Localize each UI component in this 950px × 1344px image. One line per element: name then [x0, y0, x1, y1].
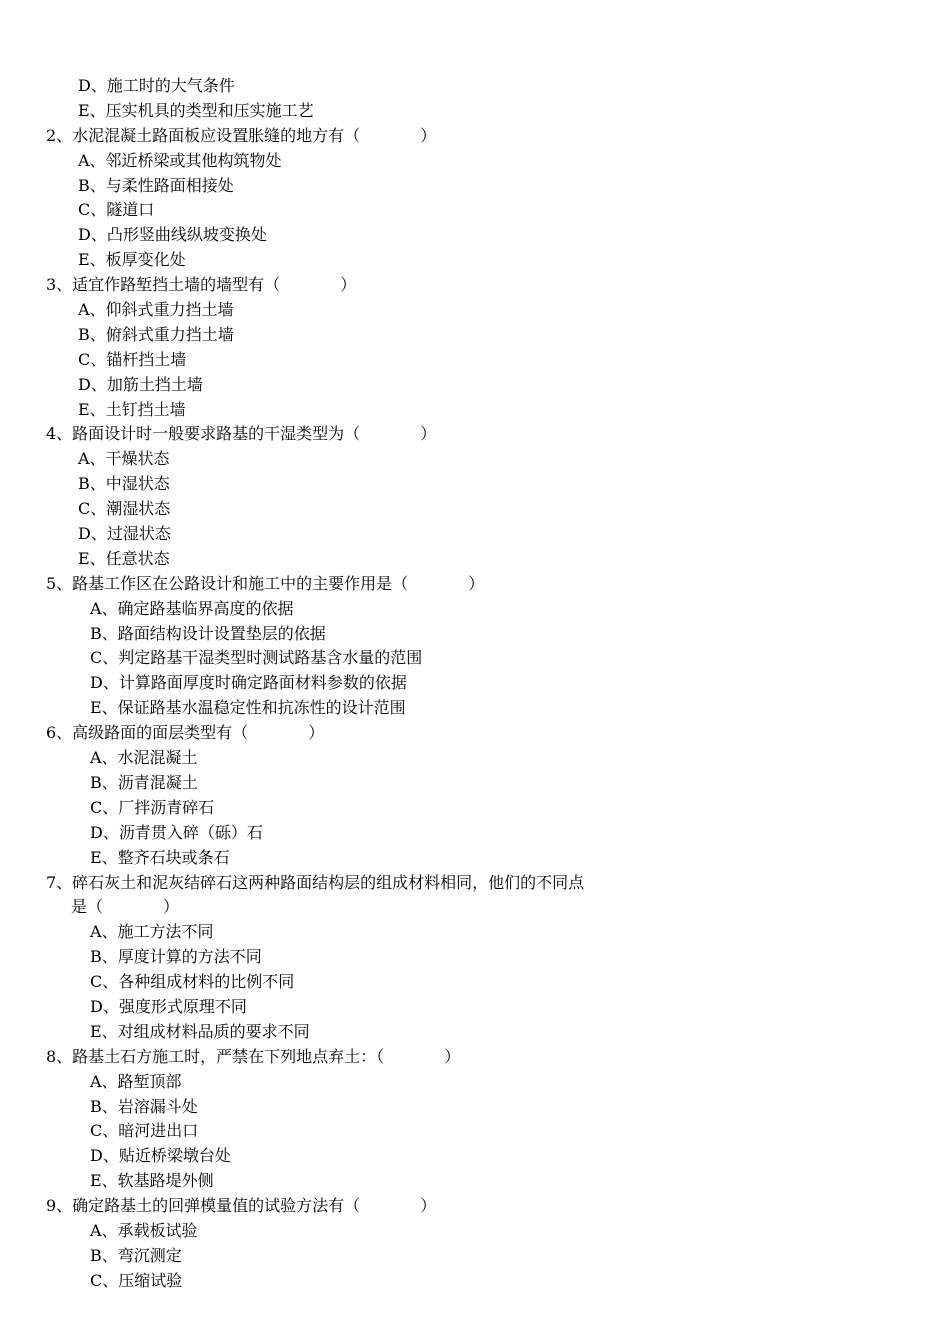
option-line: E、软基路堤外侧 — [90, 1171, 214, 1191]
option-line: D、施工时的大气条件 — [78, 76, 235, 95]
question-line: 2、水泥混凝土路面板应设置胀缝的地方有（ ） — [46, 125, 437, 145]
option-line: B、厚度计算的方法不同 — [90, 947, 262, 967]
option-line: E、整齐石块或条石 — [90, 847, 230, 867]
option-line: E、板厚变化处 — [78, 250, 186, 270]
option-line: A、水泥混凝土 — [90, 748, 198, 768]
option-line: C、判定路基干湿类型时测试路基含水量的范围 — [90, 648, 423, 668]
option-line: B、与柔性路面相接处 — [78, 175, 234, 195]
option-line: C、厂拌沥青碎石 — [90, 797, 215, 817]
option-line: A、施工方法不同 — [90, 922, 214, 942]
option-line: B、岩溶漏斗处 — [90, 1096, 198, 1116]
option-line: C、暗河进出口 — [90, 1121, 199, 1141]
option-line: D、计算路面厚度时确定路面材料参数的依据 — [90, 673, 407, 693]
option-line: D、过湿状态 — [78, 524, 171, 544]
option-line: A、干燥状态 — [78, 449, 170, 469]
option-line: D、凸形竖曲线纵坡变换处 — [78, 225, 267, 245]
option-line: E、保证路基水温稳定性和抗冻性的设计范围 — [90, 698, 406, 718]
question-line: 4、路面设计时一般要求路基的干湿类型为（ ） — [46, 424, 437, 444]
option-line: C、隧道口 — [78, 200, 155, 220]
option-line: D、贴近桥梁墩台处 — [90, 1146, 231, 1166]
option-line: B、弯沉测定 — [90, 1245, 182, 1265]
option-line: C、潮湿状态 — [78, 499, 171, 519]
option-line: B、俯斜式重力挡土墙 — [78, 324, 234, 344]
question-line: 6、高级路面的面层类型有（ ） — [46, 723, 325, 743]
option-line: C、各种组成材料的比例不同 — [90, 972, 295, 992]
question-line: 9、确定路基土的回弹模量值的试验方法有（ ） — [46, 1196, 437, 1216]
question-line-continued: 是（ ） — [71, 897, 180, 917]
option-line: A、邻近桥梁或其他构筑物处 — [78, 150, 282, 170]
option-line: C、锚杆挡土墙 — [78, 349, 187, 369]
option-line: D、沥青贯入碎（砾）石 — [90, 822, 263, 842]
option-line: E、土钉挡土墙 — [78, 399, 186, 419]
question-line: 5、路基工作区在公路设计和施工中的主要作用是（ ） — [46, 573, 485, 593]
option-line: E、对组成材料品质的要求不同 — [90, 1021, 310, 1041]
option-line: A、确定路基临界高度的依据 — [90, 598, 294, 618]
option-line: A、路堑顶部 — [90, 1071, 182, 1091]
option-line: D、加筋土挡土墙 — [78, 374, 203, 394]
option-line: A、仰斜式重力挡土墙 — [78, 300, 234, 320]
question-line: 3、适宜作路堑挡土墙的墙型有（ ） — [46, 275, 357, 295]
option-line: C、压缩试验 — [90, 1270, 183, 1290]
document-page — [0, 74, 950, 1294]
question-line: 8、路基土石方施工时，严禁在下列地点弃土：（ ） — [46, 1046, 461, 1066]
option-line: E、压实机具的类型和压实施工艺 — [78, 100, 314, 120]
option-line: E、任意状态 — [78, 548, 170, 568]
option-line: B、路面结构设计设置垫层的依据 — [90, 623, 326, 643]
option-line: B、中湿状态 — [78, 474, 170, 494]
question-line: 7、碎石灰土和泥灰结碎石这两种路面结构层的组成材料相同，他们的不同点 — [46, 872, 585, 892]
option-line: D、强度形式原理不同 — [90, 996, 247, 1016]
option-line: B、沥青混凝土 — [90, 772, 198, 792]
option-line: A、承载板试验 — [90, 1220, 198, 1240]
